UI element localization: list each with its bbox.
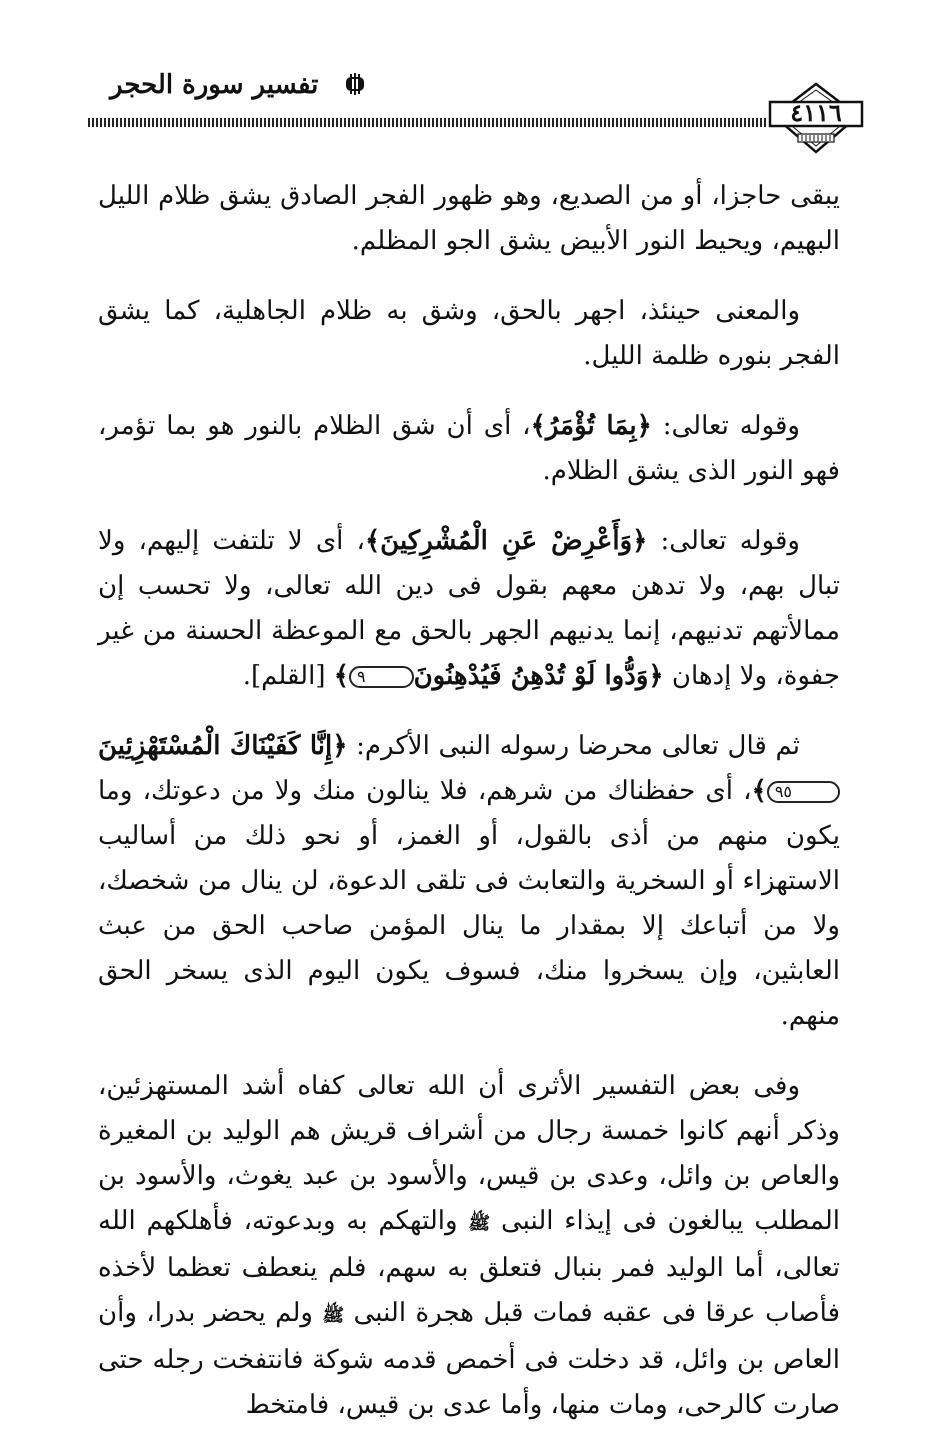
page-number: ٤١١٦ — [790, 98, 842, 127]
body-text-run: وقوله تعالى: — [647, 526, 800, 556]
title-ornament-icon — [343, 72, 367, 96]
page-header — [0, 0, 926, 160]
salawat-glyph: ﷺ — [468, 1213, 491, 1234]
paragraph — [98, 289, 840, 379]
quran-bracket-open: ﴿ — [636, 411, 652, 441]
body-text-run: والتهكم به وبدعوته، فأهلكهم الله تعالى، أما الوليد فمر بنبال فتعلق به سهم، فلم ينعطف تعظما لأخذه فأصاب عرقا فى عقبه فمات قبل هجرة النبى — [98, 1206, 840, 1328]
body-text-run: ، أى لا تلتفت إليهم، ولا تبال بهم، ولا تدهن معهم بقول فى دين الله تعالى، ولا تحسب إن ممالأتهم تدنيهم، إنما يدنيهم الجهر بالحق مع الموعظة الحسنة من غير جفوة، ولا إدهان — [98, 526, 840, 691]
quran-bracket-close: ﴾ — [530, 411, 546, 441]
body-text-run: [القلم]. — [242, 661, 334, 691]
quran-bracket-open: ﴿ — [332, 731, 348, 761]
paragraph — [98, 174, 840, 264]
body-text-run: ثم قال تعالى محرضا رسوله النبى الأكرم: — [347, 731, 800, 761]
body-text-run: ، أى أن شق الظلام بالنور هو بما تؤمر، فهو النور الذى يشق الظلام. — [98, 411, 840, 486]
body-text-run: ولم يحضر بدرا، وأن العاص بن وائل، قد دخلت فى أخمص قدمه شوكة فانتفخت رجله حتى صارت كالرحى، ومات منها، وأما عدى بن قيس، فامتخط — [98, 1298, 840, 1420]
body-text-run: والمعنى حينئذ، اجهر بالحق، وشق به ظلام الجاهلية، كما يشق الفجر بنوره ظلمة الليل. — [98, 296, 840, 371]
quran-bracket-open: ﴿ — [648, 661, 664, 691]
quran-verse: بِمَا تُؤْمَرُ — [545, 411, 637, 441]
body-text-run: يبقى حاجزا، أو من الصديع، وهو ظهور الفجر الصادق يشق ظلام الليل البهيم، ويحيط النور الأبيض يشق الجو المظلم. — [98, 181, 840, 256]
ayah-number-marker: ٩ — [349, 666, 414, 688]
running-title: تفسير سورة الحجر — [110, 70, 319, 100]
quran-verse: وَأَعْرِضْ عَنِ الْمُشْرِكِينَ — [380, 526, 633, 556]
header-rule — [88, 118, 768, 127]
paragraph — [98, 519, 840, 699]
quran-bracket-close: ﴾ — [751, 776, 767, 806]
paragraph — [98, 1064, 840, 1428]
body-text-run: ، أى حفظناك من شرهم، فلا ينالون منك ولا من دعوتك، وما يكون منهم من أذى بالقول، أو الغمز، أو نحو ذلك من أساليب الاستهزاء أو السخرية والتعابث فى تلقى الدعوة، لن ينال من شخصك، ولا من أتباعك إلا بمقدار ما ينال المؤمن صاحب الحق من عبث العابثين، وإن يسخروا منك، فسوف يكون اليوم الذى يسخر الحق منهم. — [98, 776, 840, 1031]
body-text — [98, 174, 840, 1453]
ayah-number-marker: ٩٥ — [767, 781, 840, 803]
body-text-run: وفى بعض التفسير الأثرى أن الله تعالى كفاه أشد المستهزئين، وذكر أنهم كانوا خمسة رجال من أشراف قريش هم الوليد بن المغيرة والعاص بن وائل، وعدى بن قيس، والأسود بن عبد يغوث، والأسود بن المطلب يبالغون فى إيذاء النبى — [98, 1071, 840, 1236]
quran-verse: إِنَّا كَفَيْنَاكَ الْمُسْتَهْزِئِينَ — [98, 731, 333, 761]
salawat-glyph: ﷺ — [322, 1305, 345, 1326]
quran-bracket-close: ﴾ — [364, 526, 381, 556]
paragraph — [98, 724, 840, 1039]
quran-verse: وَدُّوا لَوْ تُدْهِنُ فَيُدْهِنُونَ — [413, 661, 649, 691]
quran-bracket-open: ﴿ — [632, 526, 648, 556]
paragraph — [98, 404, 840, 494]
body-text-run: وقوله تعالى: — [651, 411, 800, 441]
quran-bracket-close: ﴾ — [333, 661, 349, 691]
